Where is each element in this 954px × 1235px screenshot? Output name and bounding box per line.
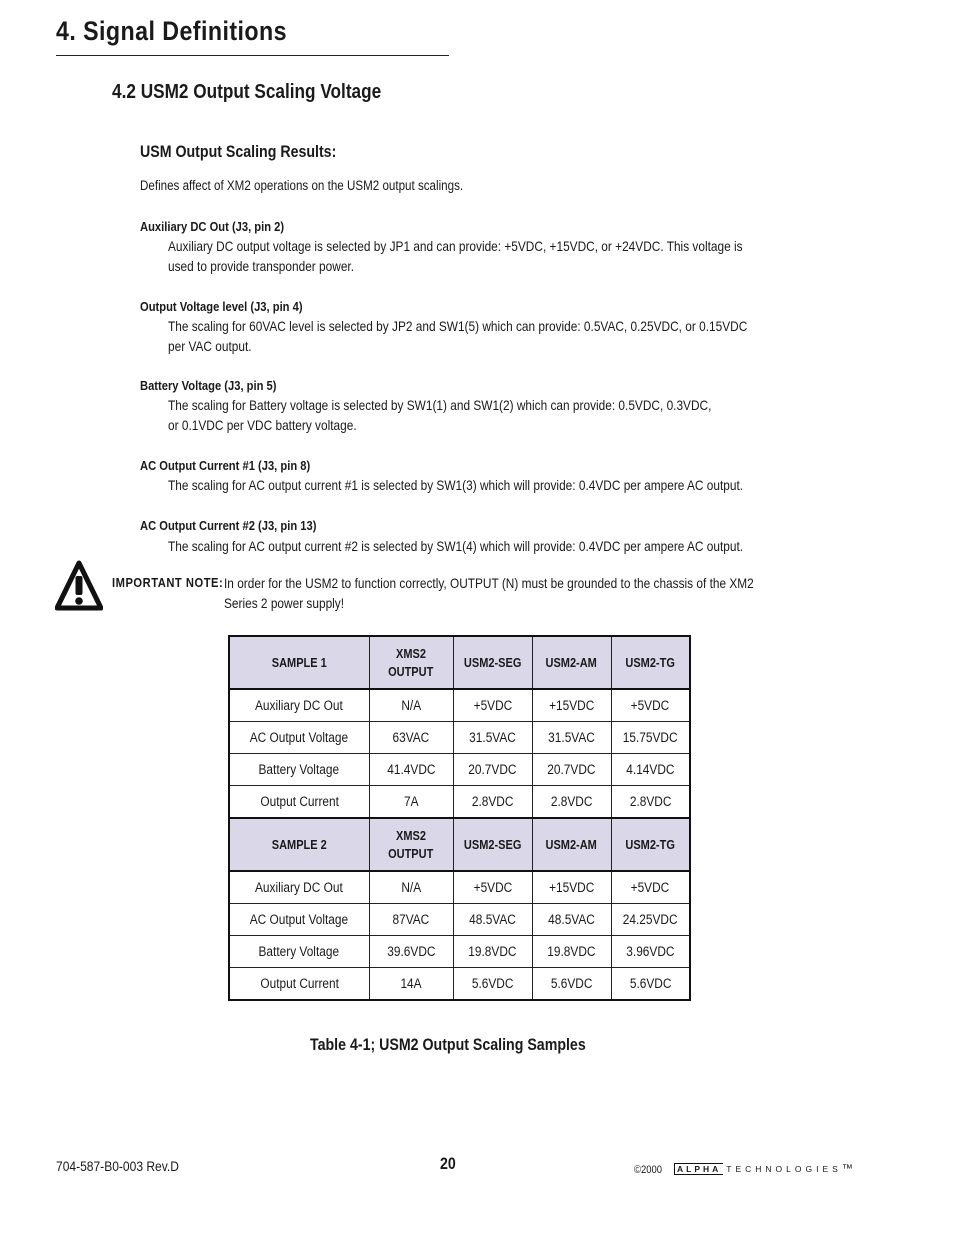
table-row xyxy=(229,904,690,936)
item-heading-aux-dc: Auxiliary DC Out (J3, pin 2) xyxy=(140,219,285,234)
table-cell: 63VAC xyxy=(369,722,453,754)
section-title: 4.2 USM2 Output Scaling Voltage xyxy=(112,81,382,103)
table-row xyxy=(229,689,690,722)
header-cell-usm2-am: USM2-AM xyxy=(532,818,611,871)
chapter-title-rule xyxy=(56,55,449,56)
table-cell: 31.5VAC xyxy=(532,722,611,754)
table-cell: 24.25VDC xyxy=(611,904,690,936)
table-cell: 19.8VDC xyxy=(453,936,532,968)
intro-text: Defines affect of XM2 operations on the USM2 output scalings. xyxy=(140,178,464,193)
table-cell: 2.8VDC xyxy=(611,786,690,819)
table-cell: 41.4VDC xyxy=(369,754,453,786)
header-cell-sample-1: SAMPLE 1 xyxy=(229,636,369,689)
table-cell: +5VDC xyxy=(453,689,532,722)
table-cell: 5.6VDC xyxy=(611,968,690,1001)
table-row xyxy=(229,722,690,754)
warning-triangle-icon xyxy=(55,560,103,612)
header-cell-usm2-tg: USM2-TG xyxy=(611,636,690,689)
table-row xyxy=(229,968,690,1001)
important-note-text: In order for the USM2 to function correctly, OUTPUT (N) must be grounded to the chassis of the XM2 Series 2 power supply! xyxy=(224,576,754,611)
table-row xyxy=(229,786,690,819)
header-cell-usm2-tg: USM2-TG xyxy=(611,818,690,871)
item-heading-battery-voltage: Battery Voltage (J3, pin 5) xyxy=(140,378,277,393)
table-cell: N/A xyxy=(369,689,453,722)
table-cell: N/A xyxy=(369,871,453,904)
row-label: Battery Voltage xyxy=(229,754,369,786)
output-scaling-table xyxy=(228,635,691,1001)
brand-alpha-text: ALPHA xyxy=(674,1163,723,1175)
table-cell: 4.14VDC xyxy=(611,754,690,786)
table-cell: +5VDC xyxy=(611,689,690,722)
table-caption: Table 4-1; USM2 Output Scaling Samples xyxy=(310,1036,586,1054)
table-header-row-sample-1 xyxy=(229,636,690,689)
footer-page-number: 20 xyxy=(440,1155,456,1173)
table-cell: 15.75VDC xyxy=(611,722,690,754)
table-row xyxy=(229,754,690,786)
brand-trademark-symbol: ™ xyxy=(841,1163,853,1175)
row-label: AC Output Voltage xyxy=(229,904,369,936)
footer-brand-logo xyxy=(674,1163,853,1175)
table-cell: 87VAC xyxy=(369,904,453,936)
footer-copyright: ©2000 xyxy=(634,1164,663,1176)
row-label: AC Output Voltage xyxy=(229,722,369,754)
item-body-output-voltage: The scaling for 60VAC level is selected by JP2 and SW1(5) which can provide: 0.5VAC, 0.25VDC, or 0.15VDC per VAC output. xyxy=(168,319,748,354)
header-cell-sample-2: SAMPLE 2 xyxy=(229,818,369,871)
table-cell: 20.7VDC xyxy=(532,754,611,786)
table-cell: 39.6VDC xyxy=(369,936,453,968)
row-label: Output Current xyxy=(229,786,369,819)
table-header-row-sample-2 xyxy=(229,818,690,871)
table-cell: 19.8VDC xyxy=(532,936,611,968)
item-body-battery-line-1: The scaling for Battery voltage is selected by SW1(1) and SW1(2) which can provide: 0.5VDC, 0.3VDC, xyxy=(168,398,712,413)
table-cell: +5VDC xyxy=(453,871,532,904)
item-body-aux-dc: Auxiliary DC output voltage is selected by JP1 and can provide: +5VDC, +15VDC, or +24VDC. This voltage is used to provide transponder power. xyxy=(168,239,743,274)
item-heading-ac-current-2: AC Output Current #2 (J3, pin 13) xyxy=(140,518,317,533)
table-cell: 7A xyxy=(369,786,453,819)
header-cell-xms2-output: XMS2 OUTPUT xyxy=(369,636,453,689)
table-cell: 2.8VDC xyxy=(532,786,611,819)
item-body-battery-line-2: or 0.1VDC per VDC battery voltage. xyxy=(168,417,357,433)
table-row xyxy=(229,936,690,968)
item-body-battery-voltage xyxy=(168,396,758,435)
item-body-ac-current-1: The scaling for AC output current #1 is selected by SW1(3) which will provide: 0.4VDC per ampere AC output. xyxy=(168,478,744,493)
table-cell: +15VDC xyxy=(532,689,611,722)
item-heading-output-voltage: Output Voltage level (J3, pin 4) xyxy=(140,299,303,314)
table-cell: +5VDC xyxy=(611,871,690,904)
header-cell-usm2-seg: USM2-SEG xyxy=(453,636,532,689)
table-cell: 48.5VAC xyxy=(453,904,532,936)
row-label: Output Current xyxy=(229,968,369,1001)
table-cell: 2.8VDC xyxy=(453,786,532,819)
header-cell-usm2-seg: USM2-SEG xyxy=(453,818,532,871)
table-cell: 14A xyxy=(369,968,453,1001)
table-cell: 3.96VDC xyxy=(611,936,690,968)
important-note-label: IMPORTANT NOTE: xyxy=(112,575,224,590)
item-body-ac-current-2: The scaling for AC output current #2 is selected by SW1(4) which will provide: 0.4VDC per ampere AC output. xyxy=(168,539,744,554)
table-cell: 5.6VDC xyxy=(532,968,611,1001)
header-cell-usm2-am: USM2-AM xyxy=(532,636,611,689)
table-cell: 31.5VAC xyxy=(453,722,532,754)
chapter-title: 4. Signal Definitions xyxy=(56,16,287,46)
row-label: Auxiliary DC Out xyxy=(229,871,369,904)
table-row xyxy=(229,871,690,904)
table-cell: +15VDC xyxy=(532,871,611,904)
row-label: Battery Voltage xyxy=(229,936,369,968)
subsection-title: USM Output Scaling Results: xyxy=(140,143,337,161)
row-label: Auxiliary DC Out xyxy=(229,689,369,722)
brand-technologies-text: TECHNOLOGIES xyxy=(726,1164,842,1174)
table-cell: 20.7VDC xyxy=(453,754,532,786)
item-heading-ac-current-1: AC Output Current #1 (J3, pin 8) xyxy=(140,458,311,473)
footer-doc-number: 704-587-B0-003 Rev.D xyxy=(56,1158,179,1174)
table-cell: 5.6VDC xyxy=(453,968,532,1001)
table-cell: 48.5VAC xyxy=(532,904,611,936)
header-cell-xms2-output: XMS2 OUTPUT xyxy=(369,818,453,871)
